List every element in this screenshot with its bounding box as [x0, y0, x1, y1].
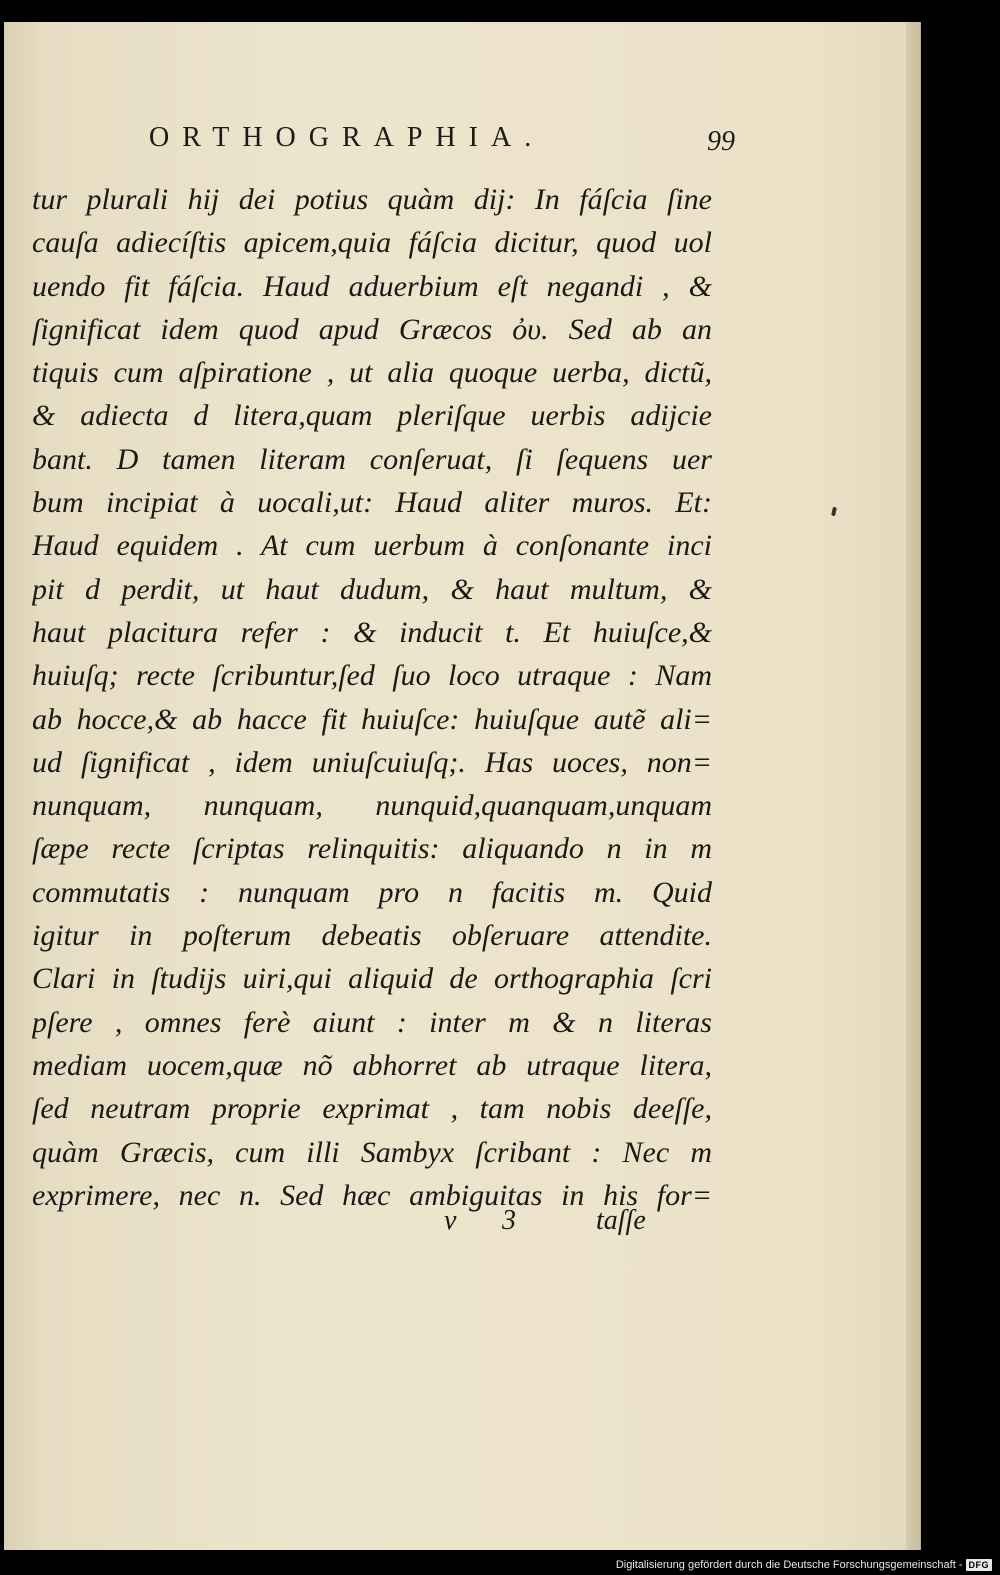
text-line: & adiecta d litera,quam pleriſque uerbis adijcie — [32, 399, 712, 433]
page-edge — [906, 22, 920, 1550]
text-line: huiuſq; recte ſcribuntur,ſed ſuo loco utraque : Nam — [32, 659, 712, 693]
text-line: pſere , omnes ferè aiunt : inter m & n literas — [32, 1005, 712, 1039]
text-line: ſæpe recte ſcriptas relinquitis: aliquando n in m — [32, 832, 712, 866]
text-line: exprimere, nec n. Sed hæc ambiguitas in his for= — [32, 1178, 712, 1212]
text-line: bum incipiat à uocali,ut: Haud aliter muros. Et: — [32, 486, 712, 520]
text-line: tur plurali hij dei potius quàm dij: In fáſcia ſine — [32, 183, 712, 216]
text-line: commutatis : nunquam pro n facitis m. Quid — [32, 875, 712, 909]
book-page — [4, 22, 921, 1550]
text-line: nunquam, nunquam, nunquid,quanquam,unquam — [32, 789, 712, 823]
signature-mark-letter: v — [444, 1205, 457, 1236]
catchword: taſſe — [596, 1205, 646, 1236]
text-line: haut placitura refer : & inducit t. Et huiuſce,& — [32, 615, 712, 649]
text-line: cauſa adiecíſtis apicem,quia fáſcia dicitur, quod uol — [32, 226, 712, 260]
text-line: ſed neutram proprie exprimat , tam nobis deeſſe, — [32, 1092, 712, 1126]
running-head: ORTHOGRAPHIA. — [149, 122, 545, 153]
signature-mark-number: 3 — [502, 1205, 516, 1236]
text-line: Haud equidem . At cum uerbum à conſonante inci — [32, 529, 712, 563]
text-line: pit d perdit, ut haut dudum, & haut multum, & — [32, 572, 712, 606]
text-line: bant. D tamen literam conſeruat, ſi ſequens uer — [32, 442, 712, 476]
text-block — [32, 178, 712, 1217]
text-line: Clari in ſtudijs uiri,qui aliquid de orthographia ſcri — [32, 962, 712, 996]
ink-speck — [831, 507, 837, 517]
page-number: 99 — [707, 126, 735, 157]
digitization-footer — [616, 1559, 992, 1571]
catchline — [444, 1205, 664, 1245]
footer-credit: Digitalisierung gefördert durch die Deutsche Forschungsgemeinschaft - — [615, 1559, 963, 1571]
dfg-logo: DFG — [966, 1559, 993, 1571]
text-line: uendo fit fáſcia. Haud aduerbium eſt negandi , & — [32, 269, 712, 303]
text-line: ab hocce,& ab hacce fit huiuſce: huiuſque autẽ ali= — [32, 702, 712, 736]
text-line: mediam uocem,quæ nõ abhorret ab utraque litera, — [32, 1048, 712, 1082]
text-line: ud ſignificat , idem uniuſcuiuſq;. Has uoces, non= — [32, 745, 712, 779]
text-line: igitur in poſterum debeatis obſeruare attendite. — [32, 919, 712, 953]
text-line: tiquis cum aſpiratione , ut alia quoque uerba, dictũ, — [32, 356, 712, 390]
text-line: quàm Græcis, cum illi Sambyx ſcribant : Nec m — [32, 1135, 712, 1169]
text-line: ſignificat idem quod apud Græcos ὀυ. Sed ab an — [32, 312, 712, 346]
